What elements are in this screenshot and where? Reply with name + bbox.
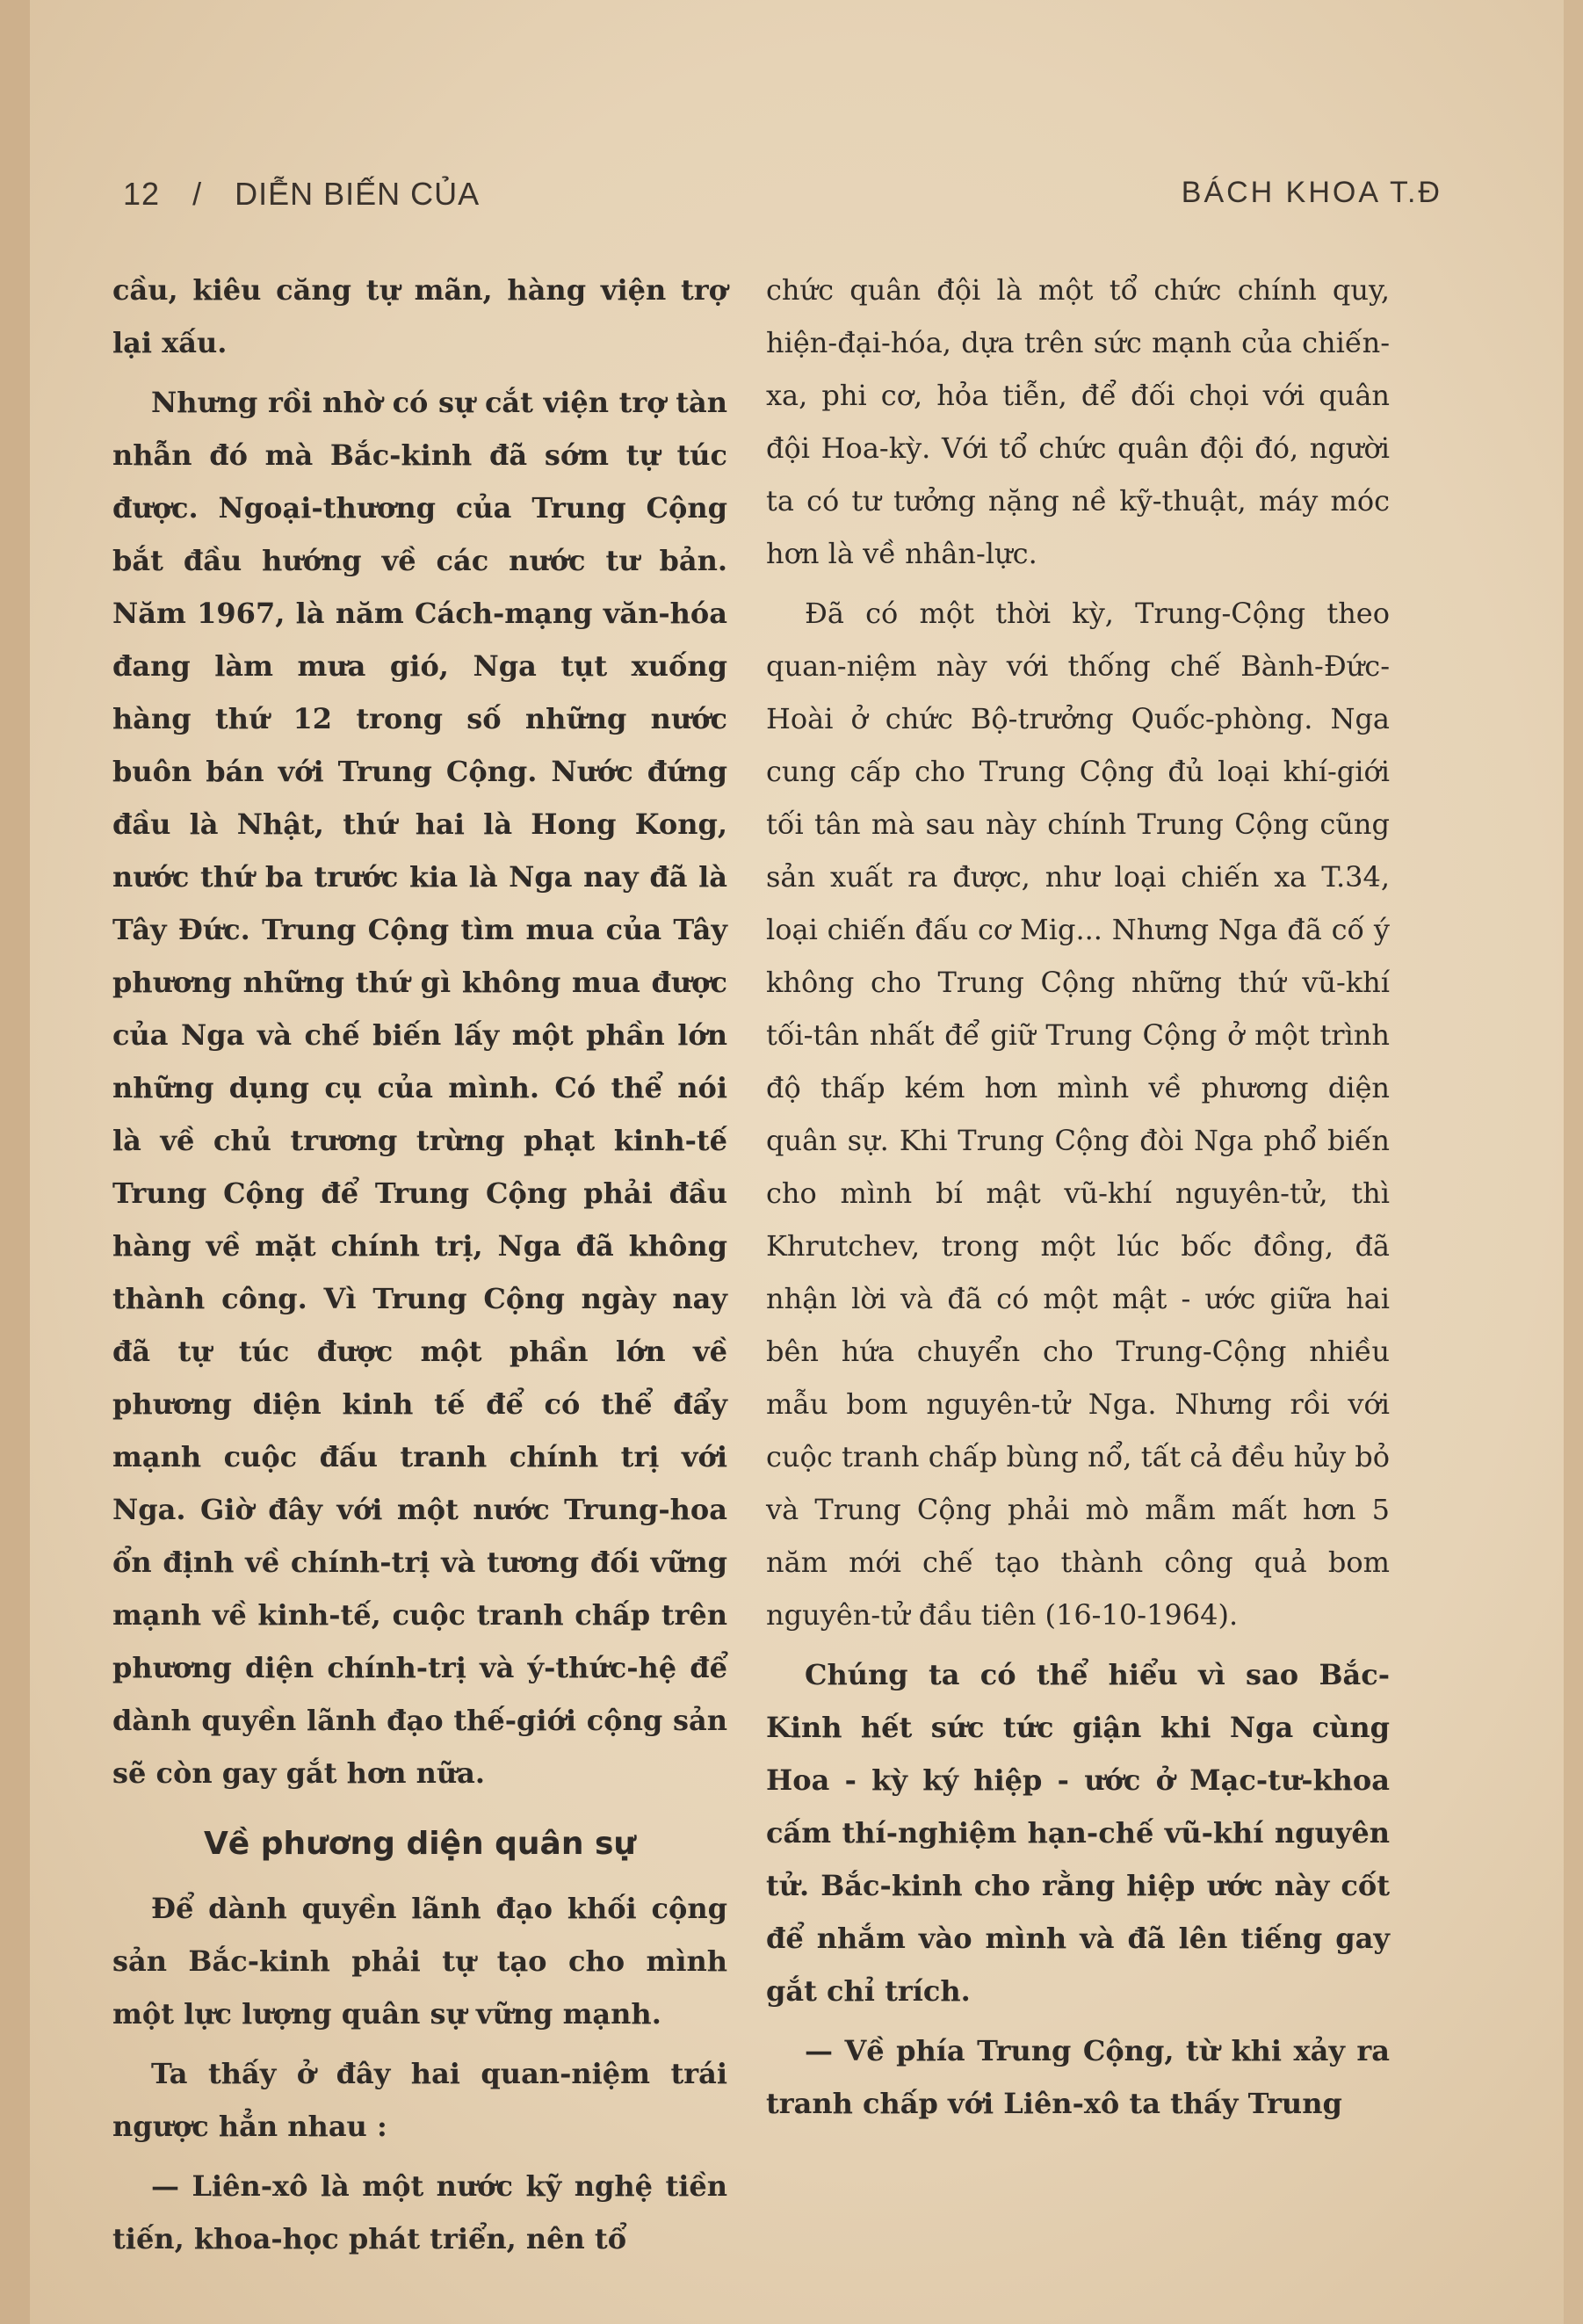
left-column bbox=[112, 264, 727, 2272]
right-column bbox=[766, 264, 1390, 2137]
paragraph: chức quân đội là một tổ chức chính quy, hiện-đại-hóa, dựa trên sức mạnh của chiến-xa, phi cơ, hỏa tiễn, để đối chọi với quân đội Hoa-kỳ. Với tổ chức quân đội đó, người ta có tư tưởng nặng nề kỹ-thuật, máy móc hơn là về nhân-lực. bbox=[766, 273, 1390, 570]
paragraph: Chúng ta có thể hiểu vì sao Bắc-Kinh hết sức tức giận khi Nga cùng Hoa - kỳ ký hiệp - ước ở Mạc-tư-khoa cấm thí-nghiệm hạn-chế vũ-khí nguyên tử. Bắc-kinh cho rằng hiệp ước này cốt để nhắm vào mình và đã lên tiếng gay gắt chỉ trích. bbox=[766, 1658, 1390, 2008]
header-separator: / bbox=[192, 176, 203, 212]
page-header bbox=[123, 176, 1442, 228]
section-heading: Về phương diện quân sự bbox=[203, 1826, 637, 1862]
journal-name: BÁCH KHOA T.Đ bbox=[1181, 176, 1442, 209]
page-edge-left bbox=[0, 0, 30, 2324]
paragraph: — Liên-xô là một nước kỹ nghệ tiền tiến, khoa-học phát triển, nên tổ bbox=[112, 2169, 727, 2255]
paragraph: cầu, kiêu căng tự mãn, hàng viện trợ lại xấu. bbox=[112, 273, 727, 359]
paragraph: Để dành quyền lãnh đạo khối cộng sản Bắc-kinh phải tự tạo cho mình một lực lượng quân sự vững mạnh. bbox=[112, 1892, 727, 2031]
running-head-left bbox=[123, 176, 480, 213]
page-number: 12 bbox=[123, 176, 161, 212]
paragraph: Nhưng rồi nhờ có sự cắt viện trợ tàn nhẫn đó mà Bắc-kinh đã sớm tự túc được. Ngoại-thương của Trung Cộng bắt đầu hướng về các nước tư bản. Năm 1967, là năm Cách-mạng văn-hóa đang làm mưa gió, Nga tụt xuống hàng thứ 12 trong số những nước buôn bán với Trung Cộng. Nước đứng đầu là Nhật, thứ hai là Hong Kong, nước thứ ba trước kia là Nga nay đã là Tây Đức. Trung Cộng tìm mua của Tây phương những thứ gì không mua được của Nga và chế biến lấy một phần lớn những dụng cụ của mình. Có thể nói là về chủ trương trừng phạt kinh-tế Trung Cộng để Trung Cộng phải đầu hàng về mặt chính trị, Nga đã không thành công. Vì Trung Cộng ngày nay đã tự túc được một phần lớn về phương diện kinh tế để có thể đẩy mạnh cuộc đấu tranh chính trị với Nga. Giờ đây với một nước Trung-hoa ổn định về chính-trị và tương đối vững mạnh về kinh-tế, cuộc tranh chấp trên phương diện chính-trị và ý-thức-hệ để dành quyền lãnh đạo thế-giới cộng sản sẽ còn gay gắt hơn nữa. bbox=[112, 386, 727, 1790]
paragraph: Ta thấy ở đây hai quan-niệm trái ngược hẳn nhau : bbox=[112, 2057, 727, 2143]
paragraph: — Về phía Trung Cộng, từ khi xảy ra tranh chấp với Liên-xô ta thấy Trung bbox=[766, 2034, 1390, 2120]
page-edge-right bbox=[1564, 0, 1583, 2324]
paragraph: Đã có một thời kỳ, Trung-Cộng theo quan-niệm này với thống chế Bành-Đức-Hoài ở chức Bộ-trưởng Quốc-phòng. Nga cung cấp cho Trung Cộng đủ loại khí-giới tối tân mà sau này chính Trung Cộng cũng sản xuất ra được, như loại chiến xa T.34, loại chiến đấu cơ Mig... Nhưng Nga đã cố ý không cho Trung Cộng những thứ vũ-khí tối-tân nhất để giữ Trung Cộng ở một trình độ thấp kém hơn mình về phương diện quân sự. Khi Trung Cộng đòi Nga phổ biến cho mình bí mật vũ-khí nguyên-tử, thì Khrutchev, trong một lúc bốc đồng, đã nhận lời và đã có một mật - ước giữa hai bên hứa chuyển cho Trung-Cộng nhiều mẫu bom nguyên-tử Nga. Nhưng rồi với cuộc tranh chấp bùng nổ, tất cả đều hủy bỏ và Trung Cộng phải mò mẫm mất hơn 5 năm mới chế tạo thành công quả bom nguyên-tử đầu tiên (16-10-1964). bbox=[766, 597, 1390, 1632]
running-title: DIỄN BIẾN CỦA bbox=[235, 176, 481, 212]
